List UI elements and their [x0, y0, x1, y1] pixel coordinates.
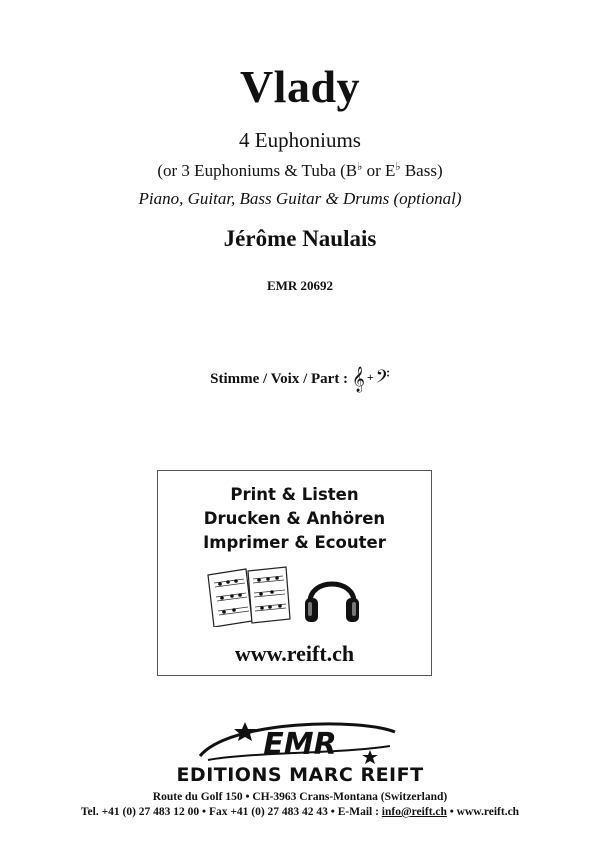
flat-sign: ♭ [357, 161, 363, 173]
sheet-music-icon [206, 565, 292, 627]
logo-text: EMR [263, 727, 337, 762]
emr-logo [190, 716, 410, 768]
plus-sign: + [366, 370, 374, 384]
print-listen-fr: Imprimer & Ecouter [203, 533, 386, 552]
flat-sign: ♭ [395, 161, 401, 173]
email-link[interactable]: info@reift.ch [381, 806, 447, 818]
print-listen-en: Print & Listen [230, 485, 359, 504]
optional-instrumentation: Piano, Guitar, Bass Guitar & Drums (optional) [138, 189, 462, 208]
website-url[interactable]: www.reift.ch [234, 641, 355, 666]
print-listen-box [157, 470, 432, 676]
catalog-number: EMR 20692 [266, 278, 334, 293]
alt-instr-post: Bass) [400, 161, 443, 180]
subtitle: 4 Euphoniums [239, 128, 361, 152]
part-line [0, 366, 600, 392]
headphones-icon [302, 568, 362, 626]
contact-website: • www.reift.ch [446, 806, 520, 818]
contact-phone-fax: Tel. +41 (0) 27 483 12 00 • Fax +41 (0) 27 483 42 43 • E-Mail : [80, 806, 382, 818]
print-listen-de: Drucken & Anhören [203, 509, 386, 528]
publisher-name: EDITIONS MARC REIFT [176, 764, 424, 786]
treble-clef-icon: 𝄞 [351, 366, 365, 391]
bass-clef-icon: 𝄢 [375, 366, 390, 391]
alt-instr-pre: (or 3 Euphoniums & Tuba (B [157, 161, 358, 180]
composer: Jérôme Naulais [223, 226, 377, 251]
publisher-address: Route du Golf 150 • CH-3963 Crans-Montana (Switzerland) [152, 791, 448, 803]
title: Vlady [239, 61, 361, 112]
alternative-instrumentation [0, 160, 600, 181]
alt-instr-mid: or E [362, 161, 396, 180]
publisher-contact [0, 806, 600, 818]
part-label: Stimme / Voix / Part : [210, 371, 349, 387]
